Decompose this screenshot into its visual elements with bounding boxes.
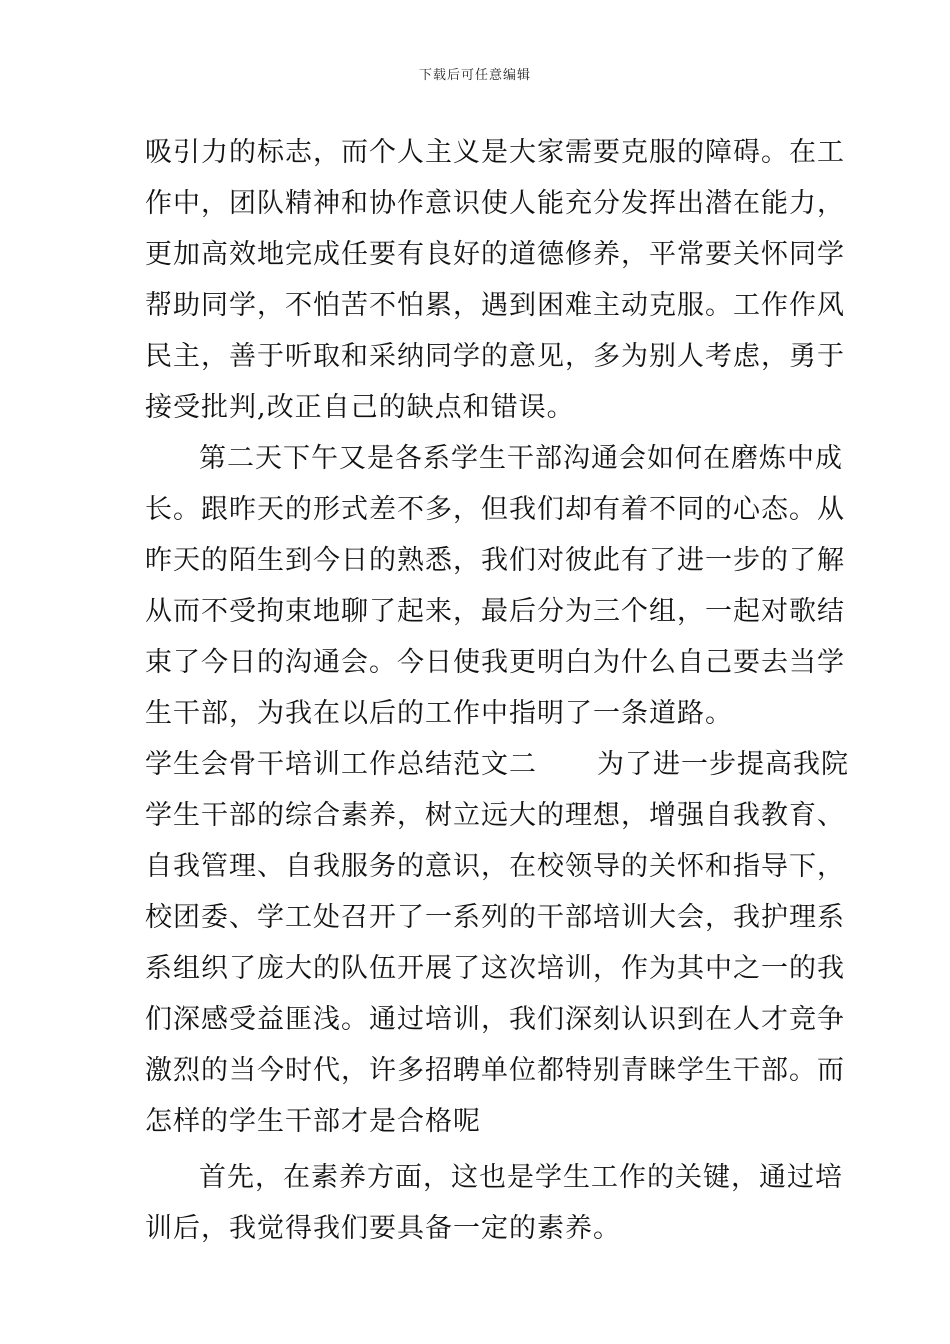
text-line: 生干部，为我在以后的工作中指明了一条道路。 (145, 698, 733, 729)
text-line: 训后，我觉得我们要具备一定的素养。 (145, 1213, 621, 1244)
section-title: 学生会骨干培训工作总结范文二 (145, 749, 537, 780)
page-header: 下载后可任意编辑 (418, 68, 531, 83)
text-line: 长。跟昨天的形式差不多，但我们却有着不同的心态。从 (145, 494, 845, 525)
paragraph-summary-two (145, 739, 849, 1147)
text-line: 首先，在素养方面，这也是学生工作的关键，通过培 (199, 1162, 843, 1193)
text-line: 怎样的学生干部才是合格呢 (145, 1106, 481, 1137)
text-line: 自我管理、自我服务的意识，在校领导的关怀和指导下， (145, 851, 845, 882)
text-line: 吸引力的标志，而个人主义是大家需要克服的障碍。在工 (145, 137, 845, 168)
paragraph-first-quality (145, 1152, 843, 1254)
text-line: 激烈的当今时代，许多招聘单位都特别青睐学生干部。而 (145, 1055, 845, 1086)
text-line: 学生干部的综合素养，树立远大的理想，增强自我教育、 (145, 800, 845, 831)
text-line: 束了今日的沟通会。今日使我更明白为什么自己要去当学 (145, 647, 845, 678)
text-line: 更加高效地完成任要有良好的道德修养，平常要关怀同学 (145, 239, 845, 270)
text-line: 接受批判,改正自己的缺点和错误。 (145, 392, 575, 423)
text-line: 帮助同学，不怕苦不怕累，遇到困难主动克服。工作作风 (145, 290, 845, 321)
text-line: 昨天的陌生到今日的熟悉，我们对彼此有了进一步的了解 (145, 545, 845, 576)
text-line: 民主，善于听取和采纳同学的意见，多为别人考虑，勇于 (145, 341, 845, 372)
document-body (145, 127, 849, 1254)
text-line: 作中，团队精神和协作意识使人能充分发挥出潜在能力， (145, 188, 845, 219)
paragraph-teamwork (145, 127, 845, 433)
section-title-line (145, 739, 849, 790)
text-line: 第二天下午又是各系学生干部沟通会如何在磨炼中成 (199, 443, 843, 474)
text-line-start: 为了进一步提高我院 (597, 749, 849, 780)
text-line: 从而不受拘束地聊了起来，最后分为三个组，一起对歌结 (145, 596, 845, 627)
text-line: 们深感受益匪浅。通过培训，我们深刻认识到在人才竞争 (145, 1004, 845, 1035)
paragraph-second-day (145, 433, 845, 739)
text-line: 校团委、学工处召开了一系列的干部培训大会，我护理系 (145, 902, 845, 933)
text-line: 系组织了庞大的队伍开展了这次培训，作为其中之一的我 (145, 953, 845, 984)
